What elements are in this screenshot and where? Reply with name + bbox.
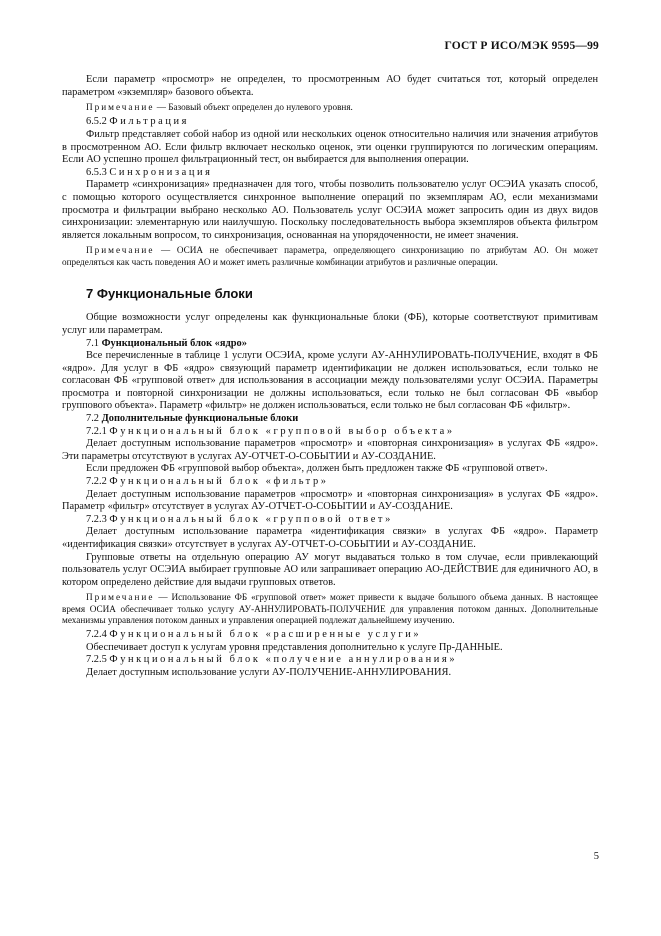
- subsection-heading-7-2-2: [62, 476, 598, 489]
- heading-title: Синхронизация: [109, 166, 213, 178]
- subsection-heading-6-5-2: [62, 116, 598, 129]
- subsection-heading-7-2: [62, 413, 598, 426]
- page-number: 5: [593, 851, 599, 862]
- paragraph: Делает доступным использование параметров «просмотр» и «повторная синхронизация» в услугах ФБ «ядро». Эти параметры отсутствуют в услугах АУ-ОТЧЕТ-О-СОБЫТИИ и АУ-СОЗДАНИЕ.: [62, 438, 598, 462]
- heading-number: 7.1: [86, 337, 102, 349]
- paragraph: Фильтр представляет собой набор из одной или нескольких оценок относительно наличия или значения атрибутов в просмотренном АО. Если фильтр включает несколько оценок, эти оценки группируются по логическим операциям. Если АО успешно прошел фильтрационный тест, он выбирается для выполнения операции.: [62, 128, 598, 166]
- section-heading-7: 7 Функциональные блоки: [86, 285, 253, 301]
- paragraph: Делает доступным использование услуги АУ-ПОЛУЧЕНИЕ-АННУЛИРОВАНИЯ.: [86, 666, 452, 678]
- note-label: Примечание: [86, 592, 155, 603]
- note-text: — Базовый объект определен до нулевого уровня.: [154, 102, 353, 113]
- heading-title: Функциональный блок «получение аннулирования»: [109, 654, 458, 666]
- note: [62, 592, 598, 626]
- note-label: Примечание: [86, 102, 155, 113]
- paragraph: Параметр «синхронизация» предназначен для того, чтобы позволить пользователю услуг ОСЭИА указать способ, с помощью которого осуществляется синхронное выполнение операций по экземплярам АО, если механизмами просмотра и фильтрации выбрано несколько АО. Пользователь услуг ОСЭИА может запросить один из двух видов синхронизации: элементарную или наилучшую. Поскольку последовательность выбора экземпляров объекта фильтром является локальным вопросом, то синхронизация, основанная на упорядоченности, не имеет значения.: [62, 179, 598, 241]
- heading-title: Функциональный блок «групповой выбор объекта»: [109, 425, 455, 437]
- paragraph: Обеспечивает доступ к услугам уровня представления дополнительно к услуге Пр-ДАННЫЕ.: [86, 641, 503, 653]
- paragraph: Если предложен ФБ «групповой выбор объекта», должен быть предложен также ФБ «групповой ответ».: [86, 463, 548, 475]
- paragraph: Групповые ответы на отдельную операцию АУ могут выдаваться только в том случае, если привлекающий пользователь услуг ОСЭИА выбирает групповые АО или запрашивает операцию АО-ДЕЙСТВИЕ для единичного АО, в котором определено действие для выдачи групповых ответов.: [62, 551, 598, 588]
- heading-title: Функциональный блок «расширенные услуги»: [109, 629, 422, 640]
- subsection-heading-7-2-3: [62, 514, 598, 527]
- note: [62, 245, 598, 267]
- note-label: Примечание: [86, 245, 155, 256]
- note-text: — Использование ФБ «групповой ответ» может привести к выдаче большого объема данных. В настоящее время ОСИА обеспечивает только услугу АУ-АННУЛИРОВАТЬ-ПОЛУЧЕНИЕ для управления потоком данных. Дополнительные механизмы управления потоком данных и управления операцией подлежат дальнейшему изучению.: [62, 592, 598, 625]
- heading-number: 7.2: [86, 413, 102, 425]
- heading-number: 7.2.3: [86, 513, 110, 525]
- heading-title: Функциональный блок «групповой ответ»: [109, 513, 393, 525]
- heading-number: 7.2.1: [86, 425, 110, 437]
- subsection-heading-7-2-4: [62, 629, 598, 642]
- document-body: [62, 74, 598, 679]
- heading-title: Функциональный блок «ядро»: [101, 337, 247, 349]
- heading-number: 7.2.4: [86, 629, 110, 640]
- paragraph: Делает доступным использование параметров «просмотр» и «повторная синхронизация» в услугах ФБ «ядро». Параметр «фильтр» отсутствует в услугах АУ-ОТЧЕТ-О-СОБЫТИИ и АУ-СОЗДАНИЕ.: [62, 488, 598, 513]
- heading-number: 6.5.2: [86, 116, 110, 128]
- paragraph: Все перечисленные в таблице 1 услуги ОСЭИА, кроме услуги АУ-АННУЛИРОВАТЬ-ПОЛУЧЕНИЕ, входят в ФБ «ядро». Для услуг в ФБ «ядро» связующий параметр идентификации не должен использоваться, если только не согласован ФБ «групповой ответ» для использования в ассоциации между пользователями услуг ОСЭИА. Параметры просмотра и повторной синхронизации не должны использоваться, если только не был согласован ФБ «выбор группового объекта». Параметр «фильтр» не должен использоваться, если только не был согласован ФБ «фильтр».: [62, 350, 598, 412]
- heading-number: 6.5.3: [86, 166, 110, 178]
- paragraph: Делает доступным использование параметра «идентификация связки» в услугах ФБ «ядро». Параметр «идентификация связки» отсутствует в услугах АУ-ОТЧЕТ-О-СОБЫТИИ и АУ-СОЗДАНИЕ.: [62, 526, 598, 551]
- subsection-heading-7-2-1: [62, 426, 598, 439]
- heading-title: Фильтрация: [109, 116, 190, 128]
- subsection-heading-6-5-3: [62, 167, 598, 180]
- paragraph: Общие возможности услуг определены как функциональные блоки (ФБ), которые соответствуют примитивам услуг или параметрам.: [62, 312, 598, 336]
- heading-title: Функциональный блок «фильтр»: [109, 476, 329, 488]
- paragraph: Если параметр «просмотр» не определен, то просмотренным АО будет считаться тот, который определен параметром «экземпляр» базового объекта.: [62, 74, 598, 98]
- note: [62, 102, 598, 113]
- page-header-title: ГОСТ Р ИСО/МЭК 9595—99: [444, 40, 599, 52]
- subsection-heading-7-2-5: [62, 654, 598, 667]
- note-text: — ОСИА не обеспечивает параметра, определяющего синхронизацию по атрибутам АО. Он может определяться как часть поведения АО и может иметь различные комбинации атрибутов и различные операции.: [62, 245, 598, 267]
- heading-title: Дополнительные функциональные блоки: [101, 413, 299, 425]
- heading-number: 7.2.2: [86, 476, 110, 488]
- subsection-heading-7-1: [62, 338, 598, 351]
- heading-number: 7.2.5: [86, 654, 110, 666]
